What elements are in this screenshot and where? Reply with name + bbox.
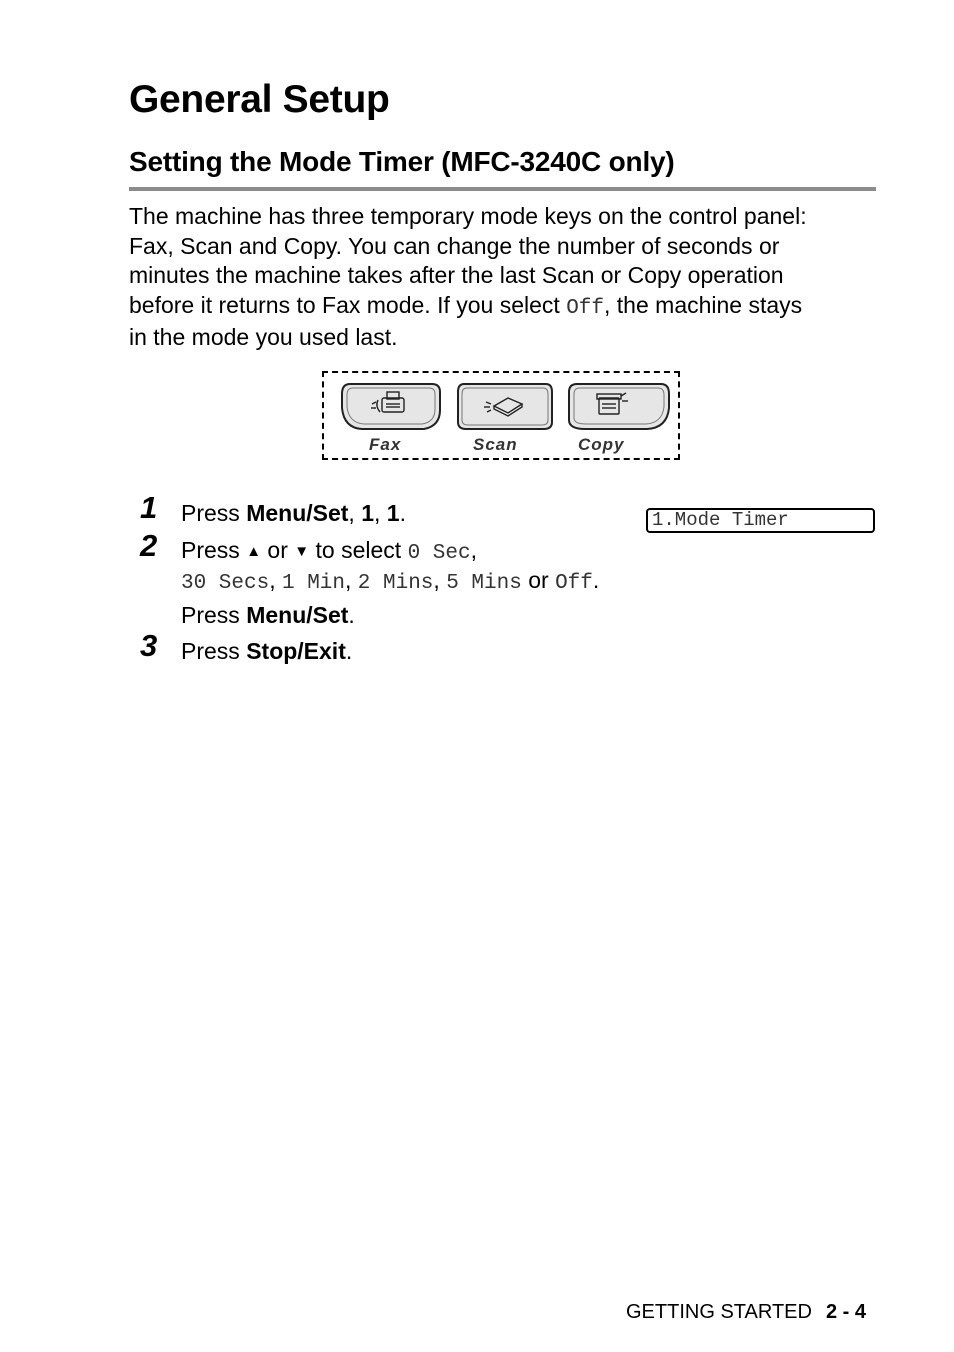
key-name: Stop/Exit bbox=[246, 638, 346, 664]
intro-line: before it returns to Fax mode. If you select bbox=[129, 291, 567, 318]
separator: , bbox=[433, 567, 447, 593]
fax-key bbox=[340, 382, 442, 432]
key-name: Menu/Set bbox=[246, 602, 349, 628]
key-name: 1 bbox=[361, 500, 374, 526]
footer-section: GETTING STARTED bbox=[626, 1301, 812, 1323]
off-setting-code: Off bbox=[566, 296, 605, 320]
intro-line: The machine has three temporary mode keys on the control panel: bbox=[129, 203, 807, 229]
step-3-text bbox=[181, 638, 352, 665]
separator: , bbox=[348, 500, 362, 526]
step-2-options bbox=[181, 567, 599, 595]
fax-key-label: Fax bbox=[369, 435, 402, 454]
intro-line: Fax, Scan and Copy. You can change the number of seconds or bbox=[129, 232, 780, 259]
intro-line: , the machine stays bbox=[604, 291, 803, 318]
control-panel-illustration bbox=[322, 371, 680, 460]
scan-key-label: Scan bbox=[473, 435, 518, 454]
step-text: to select bbox=[309, 537, 408, 563]
page-title: General Setup bbox=[129, 78, 390, 121]
key-name: Menu/Set bbox=[246, 500, 349, 526]
step-number: 2 bbox=[140, 528, 158, 563]
step-number: 3 bbox=[140, 628, 158, 663]
separator: , bbox=[470, 537, 477, 563]
scan-key bbox=[456, 382, 554, 432]
option-code: 1 Min bbox=[282, 572, 346, 595]
page-number: 2 - 4 bbox=[825, 1301, 866, 1323]
option-code: 30 Secs bbox=[181, 572, 270, 595]
lcd-display: 1.Mode Timer bbox=[646, 508, 875, 533]
separator: . bbox=[399, 500, 406, 526]
separator: . bbox=[345, 638, 353, 664]
option-code: Off bbox=[555, 572, 593, 595]
step-text: Press bbox=[181, 537, 247, 563]
option-code: 5 Mins bbox=[446, 572, 522, 595]
option-code: 2 Mins bbox=[357, 572, 434, 595]
section-title: Setting the Mode Timer (MFC-3240C only) bbox=[129, 146, 675, 177]
step-2-text bbox=[181, 537, 477, 565]
step-2-confirm bbox=[181, 602, 355, 629]
option-code: 0 Sec bbox=[407, 542, 471, 565]
up-arrow-icon: ▲ bbox=[246, 543, 262, 560]
step-text: or bbox=[521, 567, 556, 593]
copy-key-label: Copy bbox=[578, 435, 625, 454]
separator: . bbox=[348, 602, 355, 628]
step-text: or bbox=[261, 537, 295, 563]
section-divider bbox=[129, 187, 876, 191]
separator: . bbox=[592, 567, 600, 593]
separator: , bbox=[345, 567, 358, 593]
key-name: 1 bbox=[386, 500, 400, 526]
intro-line: in the mode you used last. bbox=[129, 324, 398, 350]
step-text: Press bbox=[181, 602, 247, 628]
step-1-text bbox=[181, 500, 406, 527]
copy-key bbox=[567, 382, 671, 432]
page-footer bbox=[626, 1301, 866, 1324]
step-text: Press bbox=[181, 638, 247, 664]
down-arrow-icon: ▼ bbox=[294, 543, 310, 560]
step-text: Press bbox=[181, 500, 247, 526]
intro-line: minutes the machine takes after the last Scan or Copy operation bbox=[129, 262, 784, 288]
intro-paragraph bbox=[129, 202, 879, 353]
separator: , bbox=[269, 567, 282, 593]
separator: , bbox=[374, 500, 387, 526]
step-number: 1 bbox=[140, 490, 158, 525]
